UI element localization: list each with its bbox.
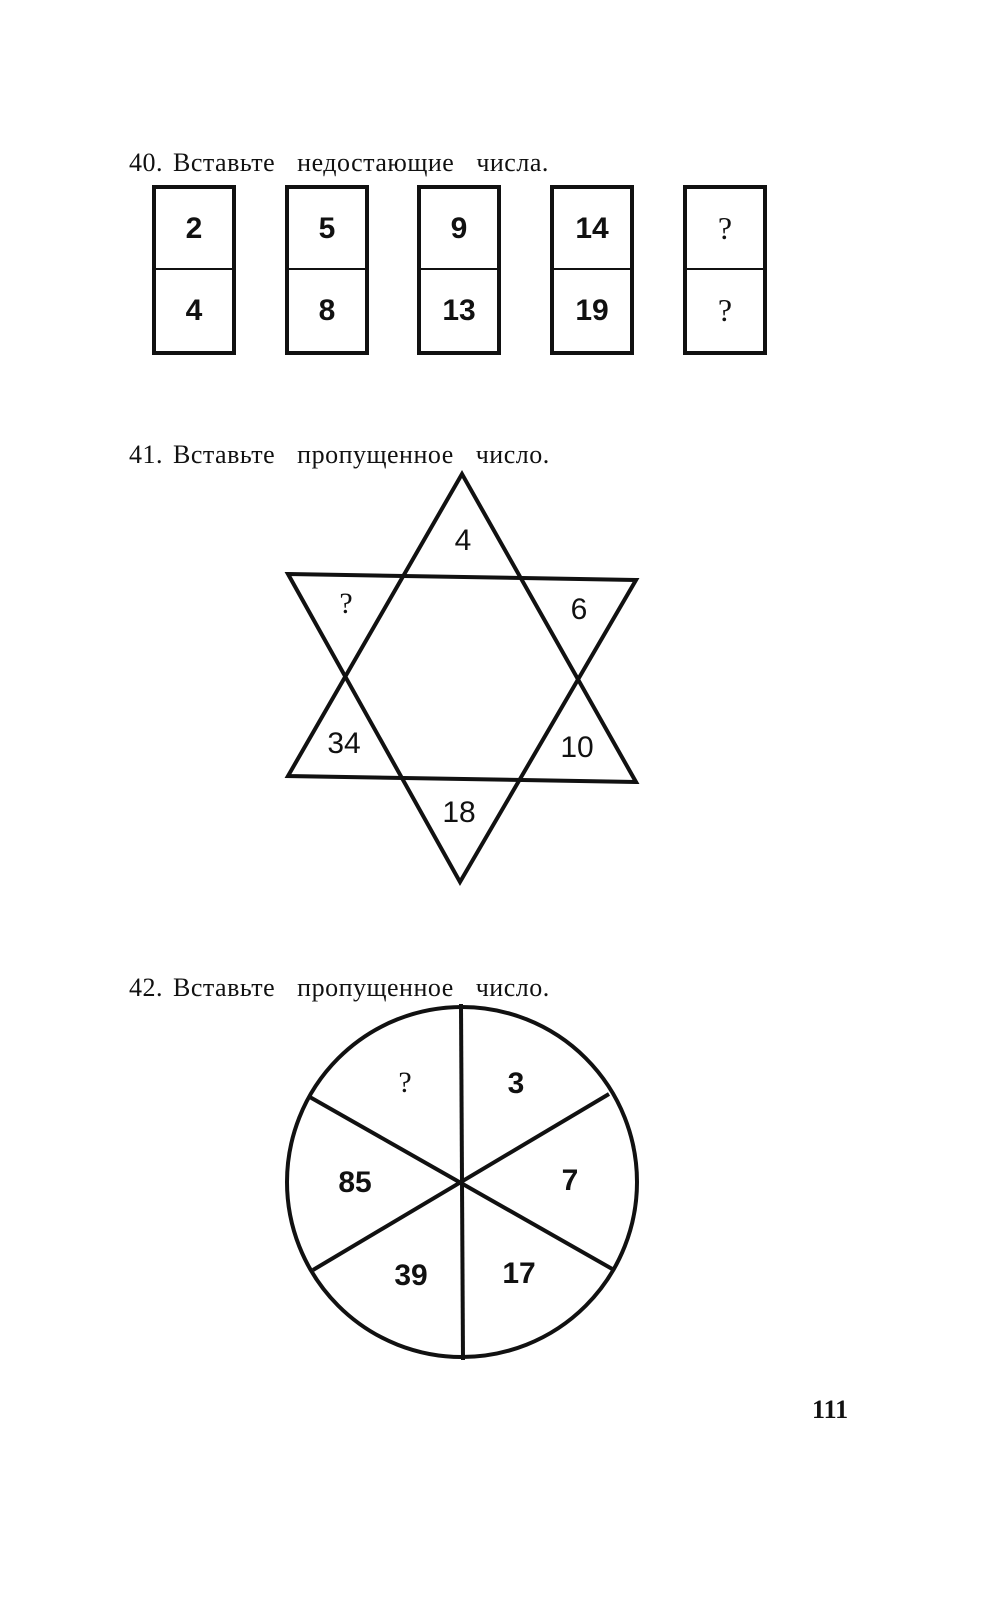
task-41-word-1: Вставьте [173, 440, 276, 469]
domino-5-bottom: ? [717, 292, 733, 328]
sector-lower-left-number: 39 [394, 1258, 428, 1292]
task-41-number: 41. [129, 440, 163, 469]
domino-3-bottom: 13 [442, 293, 476, 327]
sector-upper-left-number: ? [398, 1065, 412, 1099]
task-42-word-1: Вставьте [173, 973, 276, 1002]
domino-1-bottom: 4 [185, 293, 203, 327]
domino-4-bottom: 19 [575, 293, 609, 327]
sector-upper-right-number: 3 [507, 1066, 525, 1100]
sector-circle [287, 1004, 637, 1360]
domino-1-top: 2 [156, 189, 232, 270]
domino-3-top: 9 [421, 189, 497, 270]
task-42-word-2: пропущенное [297, 973, 454, 1002]
sector-right-number: 7 [561, 1163, 579, 1197]
star-lower-left-number: 34 [327, 726, 361, 760]
task-42-word-3: число. [475, 973, 550, 1002]
task-41-word-2: пропущенное [297, 440, 454, 469]
domino-4-top: 14 [554, 189, 630, 270]
domino-2-bottom: 8 [318, 293, 336, 327]
sector-left-number: 85 [338, 1165, 372, 1199]
task-40-word-3: числа. [476, 148, 549, 177]
page-number: 111 [812, 1395, 849, 1424]
domino-2-top: 5 [289, 189, 365, 270]
domino-5-top: ? [687, 189, 763, 270]
task-40-word-2: недостающие [297, 148, 455, 177]
star-of-david [288, 474, 636, 882]
star-upper-right-number: 6 [570, 592, 588, 626]
star-bottom-number: 18 [442, 795, 476, 829]
star-lower-right-number: 10 [560, 730, 594, 764]
task-40-number: 40. [129, 148, 163, 177]
sector-lower-right-number: 17 [502, 1256, 536, 1290]
task-40-word-1: Вставьте [173, 148, 276, 177]
task-42-number: 42. [129, 973, 163, 1002]
task-41-word-3: число. [475, 440, 550, 469]
star-top-number: 4 [454, 523, 472, 557]
star-upper-left-number: ? [339, 586, 353, 620]
